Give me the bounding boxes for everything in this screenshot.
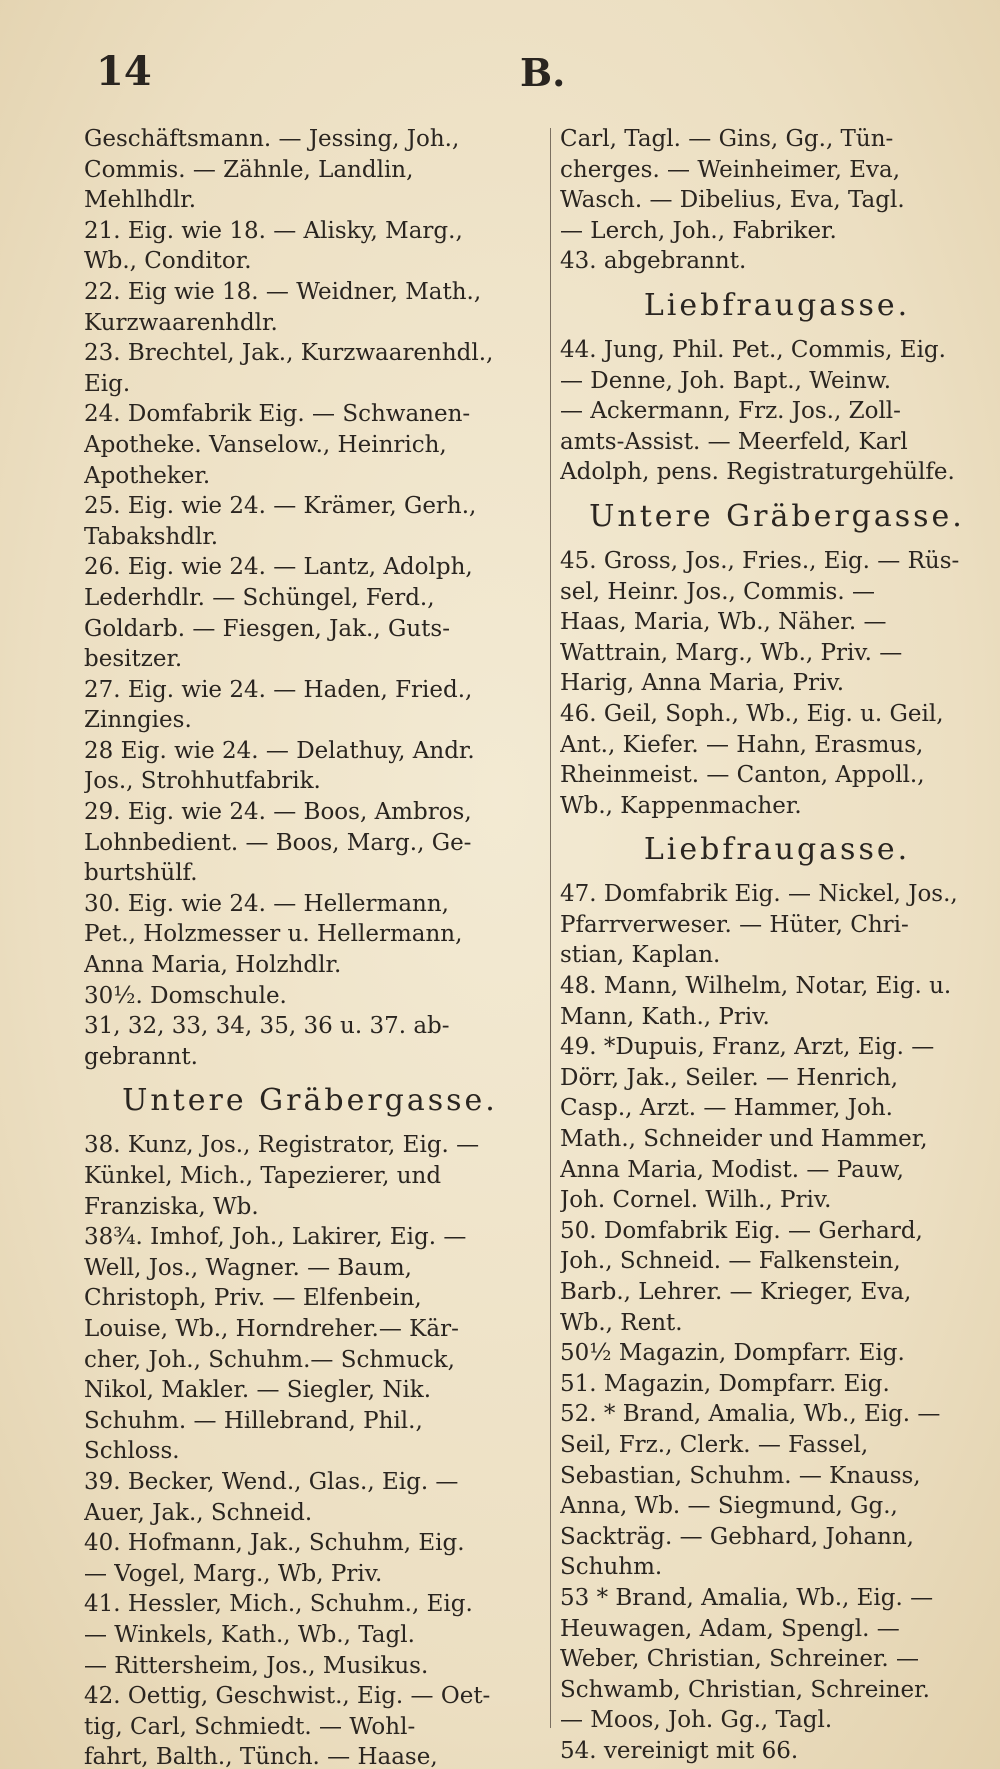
directory-line: sel, Heinr. Jos., Commis. — — [560, 578, 875, 605]
directory-line: 30½. Domschule. — [84, 982, 287, 1009]
directory-line: 28 Eig. wie 24. — Delathuy, Andr. — [84, 737, 475, 764]
section-heading: Liebfraugasse. — [643, 832, 911, 868]
directory-line: tig, Carl, Schmiedt. — Wohl- — [84, 1713, 416, 1740]
directory-line: 43. abgebrannt. — [560, 248, 747, 275]
directory-line: Zinngies. — [84, 707, 192, 734]
directory-line: Joh., Schneid. — Falkenstein, — [560, 1248, 901, 1275]
directory-line: Lederhdlr. — Schüngel, Ferd., — [84, 584, 435, 611]
directory-line: 49. *Dupuis, Franz, Arzt, Eig. — — [560, 1034, 935, 1061]
directory-line: Anna Maria, Modist. — Pauw, — [560, 1156, 904, 1183]
directory-line: Schwamb, Christian, Schreiner. — [560, 1676, 930, 1703]
directory-line: Auer, Jak., Schneid. — [84, 1499, 313, 1526]
directory-line: 51. Magazin, Dompfarr. Eig. — [560, 1370, 890, 1397]
directory-line: 50½ Magazin, Dompfarr. Eig. — [560, 1340, 905, 1367]
directory-line: Goldarb. — Fiesgen, Jak., Guts- — [84, 615, 450, 642]
directory-line: cher, Joh., Schuhm.— Schmuck, — [84, 1346, 455, 1373]
directory-line: Heuwagen, Adam, Spengl. — — [560, 1615, 900, 1642]
directory-line: amts-Assist. — Meerfeld, Karl — [560, 428, 908, 455]
directory-line: Pfarrverweser. — Hüter, Chri- — [560, 911, 909, 938]
directory-line: Apotheke. Vanselow., Heinrich, — [84, 431, 447, 458]
directory-line: Tabakshdlr. — [84, 523, 219, 550]
column-divider — [550, 128, 551, 1728]
directory-line: Schuhm. — Hillebrand, Phil., — [84, 1407, 423, 1434]
directory-line: Harig, Anna Maria, Priv. — [560, 670, 845, 697]
directory-line: Wb., Conditor. — [84, 248, 252, 275]
directory-line: Mehlhdlr. — [84, 187, 197, 214]
directory-line: besitzer. — [84, 646, 183, 673]
directory-line: Adolph, pens. Registraturgehülfe. — [560, 459, 955, 486]
left-column — [84, 124, 536, 1769]
directory-line: 21. Eig. wie 18. — Alisky, Marg., — [84, 217, 463, 244]
directory-line: Eig. — [84, 370, 131, 397]
directory-line: 38. Kunz, Jos., Registrator, Eig. — — [84, 1132, 480, 1159]
directory-line: 47. Domfabrik Eig. — Nickel, Jos., — [560, 881, 958, 908]
directory-line: — Lerch, Joh., Fabriker. — [560, 217, 837, 244]
directory-line: 31, 32, 33, 34, 35, 36 u. 37. ab- — [84, 1013, 450, 1040]
directory-line: cherges. — Weinheimer, Eva, — [560, 156, 901, 183]
directory-line: — Moos, Joh. Gg., Tagl. — [560, 1707, 833, 1734]
directory-line: Franziska, Wb. — [84, 1193, 259, 1220]
directory-line: Seil, Frz., Clerk. — Fassel, — [560, 1431, 869, 1458]
directory-line: 40. Hofmann, Jak., Schuhm, Eig. — [84, 1530, 465, 1557]
directory-line: 45. Gross, Jos., Fries., Eig. — Rüs- — [560, 547, 960, 574]
directory-line: — Vogel, Marg., Wb, Priv. — [84, 1560, 383, 1587]
directory-line: Louise, Wb., Horndreher.— Kär- — [84, 1315, 459, 1342]
directory-line: — Ackermann, Frz. Jos., Zoll- — [560, 398, 901, 425]
directory-line: Sackträg. — Gebhard, Johann, — [560, 1523, 914, 1550]
directory-line: Rheinmeist. — Canton, Appoll., — [560, 762, 925, 789]
directory-line: 50. Domfabrik Eig. — Gerhard, — [560, 1217, 923, 1244]
directory-line: Math., Schneider und Hammer, — [560, 1126, 928, 1153]
directory-line: 48. Mann, Wilhelm, Notar, Eig. u. — [560, 973, 952, 1000]
directory-line: Weber, Christian, Schreiner. — — [560, 1646, 920, 1673]
directory-line: Sebastian, Schuhm. — Knauss, — [560, 1462, 921, 1489]
directory-line: — Rittersheim, Jos., Musikus. — [84, 1652, 429, 1679]
directory-line: stian, Kaplan. — [560, 942, 721, 969]
section-heading: Liebfraugasse. — [643, 287, 911, 323]
directory-line: 27. Eig. wie 24. — Haden, Fried., — [84, 676, 473, 703]
directory-line: 46. Geil, Soph., Wb., Eig. u. Geil, — [560, 700, 944, 727]
directory-line: Wasch. — Dibelius, Eva, Tagl. — [560, 187, 905, 214]
directory-line: 25. Eig. wie 24. — Krämer, Gerh., — [84, 493, 477, 520]
directory-line: Haas, Maria, Wb., Näher. — — [560, 609, 887, 636]
directory-line: 42. Oettig, Geschwist., Eig. — Oet- — [84, 1683, 491, 1710]
directory-line: Apotheker. — [84, 462, 211, 489]
directory-line: 54. vereinigt mit 66. — [560, 1737, 799, 1764]
directory-line: Geschäftsmann. — Jessing, Joh., — [84, 126, 460, 152]
directory-line: Wb., Kappenmacher. — [560, 792, 802, 819]
directory-line: 23. Brechtel, Jak., Kurzwaarenhdl., — [84, 340, 494, 367]
directory-line: Künkel, Mich., Tapezierer, und — [84, 1163, 442, 1189]
section-heading: Untere Gräbergasse. — [122, 1083, 498, 1119]
directory-line: Well, Jos., Wagner. — Baum, — [84, 1254, 412, 1281]
section-heading: Untere Gräbergasse. — [589, 498, 965, 534]
page-header-letter: B. — [520, 50, 566, 95]
directory-line: 39. Becker, Wend., Glas., Eig. — — [84, 1468, 459, 1495]
directory-line: 38¾. Imhof, Joh., Lakirer, Eig. — — [84, 1224, 467, 1251]
directory-line: fahrt, Balth., Tünch. — Haase, — [84, 1744, 438, 1769]
directory-line: Kurzwaarenhdlr. — [84, 309, 278, 336]
directory-line: Dörr, Jak., Seiler. — Henrich, — [560, 1064, 899, 1091]
directory-line: Anna, Wb. — Siegmund, Gg., — [560, 1493, 898, 1520]
directory-line: Ant., Kiefer. — Hahn, Erasmus, — [560, 731, 924, 758]
right-column — [560, 124, 994, 1767]
directory-line: 44. Jung, Phil. Pet., Commis, Eig. — [560, 336, 946, 363]
directory-line: gebrannt. — [84, 1043, 198, 1070]
directory-line: 22. Eig wie 18. — Weidner, Math., — [84, 278, 482, 305]
directory-line: Anna Maria, Holzhdlr. — [84, 952, 342, 979]
directory-line: 30. Eig. wie 24. — Hellermann, — [84, 890, 449, 917]
directory-line: 29. Eig. wie 24. — Boos, Ambros, — [84, 799, 472, 826]
directory-line: Christoph, Priv. — Elfenbein, — [84, 1285, 422, 1312]
directory-line: Nikol, Makler. — Siegler, Nik. — [84, 1377, 432, 1404]
directory-line: Pet., Holzmesser u. Hellermann, — [84, 921, 463, 948]
directory-line: Schloss. — [84, 1438, 180, 1465]
directory-line: Casp., Arzt. — Hammer, Joh. — [560, 1095, 893, 1122]
directory-line: Wb., Rent. — [560, 1309, 683, 1336]
directory-line: — Denne, Joh. Bapt., Weinw. — [560, 367, 892, 394]
directory-line: Commis. — Zähnle, Landlin, — [84, 156, 414, 183]
directory-line: — Winkels, Kath., Wb., Tagl. — [84, 1621, 415, 1648]
directory-line: Lohnbedient. — Boos, Marg., Ge- — [84, 829, 472, 856]
directory-line: Jos., Strohhutfabrik. — [84, 768, 321, 795]
directory-line: Schuhm. — [560, 1554, 663, 1581]
directory-line: 52. * Brand, Amalia, Wb., Eig. — — [560, 1401, 941, 1428]
directory-line: 53 * Brand, Amalia, Wb., Eig. — — [560, 1584, 934, 1611]
directory-line: Carl, Tagl. — Gins, Gg., Tün- — [560, 126, 894, 152]
directory-line: Joh. Cornel. Wilh., Priv. — [560, 1187, 832, 1214]
directory-line: 41. Hessler, Mich., Schuhm., Eig. — [84, 1591, 473, 1618]
directory-line: burtshülf. — [84, 860, 198, 887]
directory-line: Barb., Lehrer. — Krieger, Eva, — [560, 1279, 912, 1305]
directory-line: 24. Domfabrik Eig. — Schwanen- — [84, 401, 471, 428]
page-number: 14 — [96, 48, 152, 95]
directory-line: 26. Eig. wie 24. — Lantz, Adolph, — [84, 554, 473, 581]
directory-line: Wattrain, Marg., Wb., Priv. — — [560, 639, 903, 666]
directory-line: Mann, Kath., Priv. — [560, 1003, 770, 1030]
